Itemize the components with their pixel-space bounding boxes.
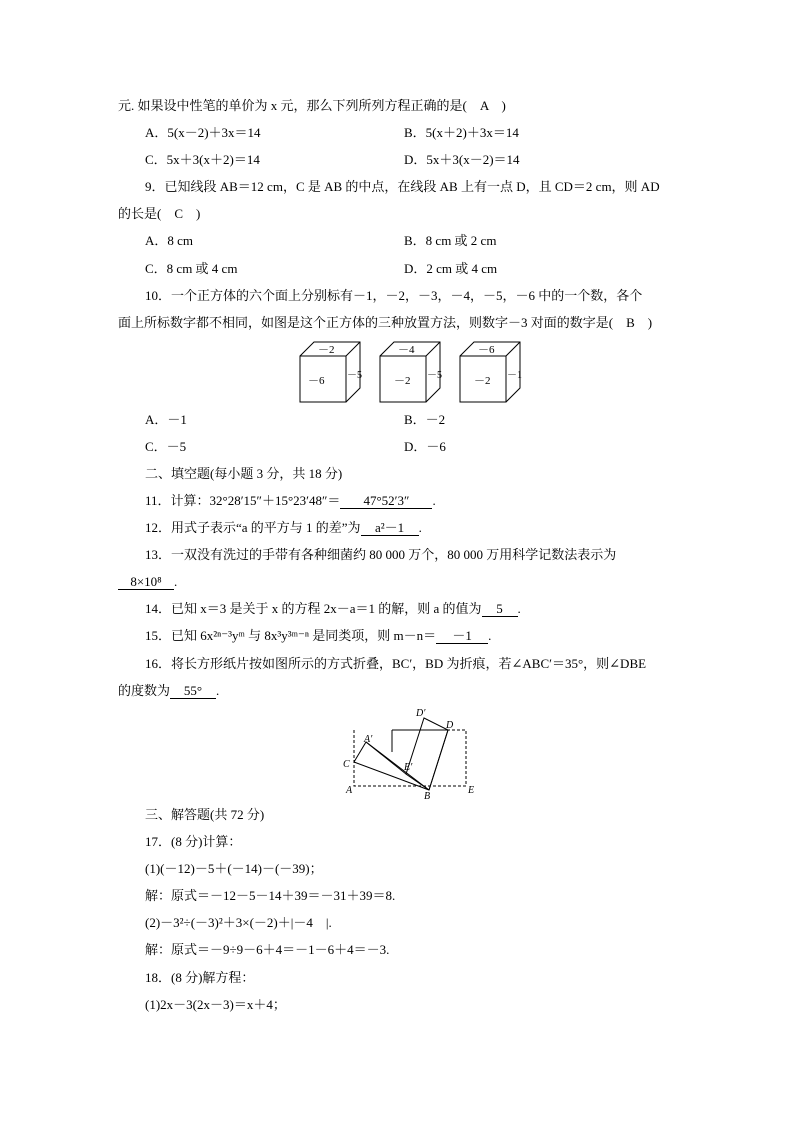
q9-option-a: A．8 cm: [145, 233, 194, 248]
label-d-prime: D′: [416, 708, 426, 719]
q10-option-b: B．－2: [404, 412, 446, 427]
q13-answer: 8×10⁸: [118, 575, 174, 590]
cube3-front-label: －2: [474, 375, 491, 387]
q16-answer: 55°: [170, 684, 216, 699]
folding-figure: [340, 704, 490, 800]
q15-prefix: 15．已知 6x²ⁿ⁻³yᵐ 与 8x³y³ᵐ⁻ⁿ 是同类项，则 m－n＝: [145, 628, 437, 643]
q11-suffix: .: [432, 493, 436, 508]
q9-option-c: C．8 cm 或 4 cm: [145, 261, 238, 276]
q11-prefix: 11．计算：32°28′15″＋15°23′48″＝: [145, 493, 341, 508]
label-a-prime: A′: [364, 734, 373, 745]
q15-answer: －1: [436, 629, 488, 644]
q9-line1: 9．已知线段 AB＝12 cm，C 是 AB 的中点，在线段 AB 上有一点 D，且 CD＝2 cm，则 AD: [145, 179, 660, 194]
q9-option-d: D．2 cm 或 4 cm: [404, 261, 498, 276]
q16-line2: [118, 683, 219, 699]
q8-option-c: C．5x＋3(x＋2)＝14: [145, 152, 260, 167]
cube2-side-label: －5: [427, 370, 442, 381]
q12-suffix: .: [418, 520, 422, 535]
label-e-prime: E′: [404, 762, 413, 773]
q13-line2: [118, 574, 177, 590]
cube-figures: [298, 340, 530, 404]
q16-suffix: .: [216, 683, 220, 698]
cube3-top-label: －6: [478, 344, 495, 356]
q18-part1: (1)2x－3(2x－3)＝x＋4；: [145, 997, 286, 1012]
q18-title: 18．(8 分)解方程：: [145, 970, 255, 985]
label-b: B: [424, 791, 431, 800]
label-d: D: [446, 720, 454, 731]
q17-title: 17．(8 分)计算：: [145, 834, 242, 849]
q9-line2: 的长是( C ): [118, 206, 201, 221]
q16-prefix: 的度数为: [118, 683, 171, 698]
q17-part2: (2)－3²÷(－3)²＋3×(－2)＋|－4 |.: [145, 915, 332, 930]
cube1-side-label: －5: [347, 370, 362, 381]
q13-line1: 13．一双没有洗过的手带有各种细菌约 80 000 万个，80 000 万用科学记数法表示为: [145, 547, 617, 562]
cube3-side-label: －1: [507, 370, 522, 381]
q17-solution2: 解：原式＝－9÷9－6＋4＝－1－6＋4＝－3.: [145, 942, 390, 957]
cube1-front-label: －6: [308, 375, 325, 387]
cube2-front-label: －2: [394, 375, 411, 387]
label-c: C: [343, 759, 350, 770]
q12-prefix: 12．用式子表示“a 的平方与 1 的差”为: [145, 520, 361, 535]
q17-solution1: 解：原式＝－12－5－14＋39＝－31＋39＝8.: [145, 888, 396, 903]
cube1-top-label: －2: [318, 344, 335, 356]
q14: [145, 601, 521, 617]
q8-option-a: A．5(x－2)＋3x＝14: [145, 125, 261, 140]
q12: [145, 520, 422, 536]
q12-answer: a²－1: [361, 521, 419, 536]
q11: [145, 493, 436, 509]
q13-suffix: .: [174, 574, 178, 589]
q10-option-c: C．－5: [145, 439, 187, 454]
q10-line1: 10．一个正方体的六个面上分别标有－1，－2，－3，－4，－5，－6 中的一个数，各个: [145, 288, 643, 303]
q9-option-b: B．8 cm 或 2 cm: [404, 233, 497, 248]
label-e: E: [468, 785, 475, 796]
q14-answer: 5: [482, 602, 518, 617]
q14-prefix: 14．已知 x＝3 是关于 x 的方程 2x－a＝1 的解，则 a 的值为: [145, 601, 482, 616]
q8-option-b: B．5(x＋2)＋3x＝14: [404, 125, 519, 140]
section3-heading: 三、解答题(共 72 分): [145, 807, 265, 822]
q8-text: 元. 如果设中性笔的单价为 x 元，那么下列所列方程正确的是( A ): [118, 98, 506, 113]
q16-line1: 16．将长方形纸片按如图所示的方式折叠，BC′，BD 为折痕，若∠ABC′＝35°，则∠DBE: [145, 656, 647, 671]
q10-line2: 面上所标数字都不相同，如图是这个正方体的三种放置方法，则数字－3 对面的数字是( B ): [118, 315, 653, 330]
q10-option-d: D．－6: [404, 439, 446, 454]
q14-suffix: .: [517, 601, 521, 616]
q8-option-d: D．5x＋3(x－2)＝14: [404, 152, 520, 167]
q15-suffix: .: [488, 628, 492, 643]
section2-heading: 二、填空题(每小题 3 分，共 18 分): [145, 466, 343, 481]
q11-answer: 47°52′3″: [340, 494, 432, 509]
cube2-top-label: －4: [398, 344, 415, 356]
q17-part1: (1)(－12)－5＋(－14)－(－39)；: [145, 861, 323, 876]
q15: [145, 628, 491, 644]
q10-option-a: A．－1: [145, 412, 187, 427]
label-a: A: [346, 785, 353, 796]
